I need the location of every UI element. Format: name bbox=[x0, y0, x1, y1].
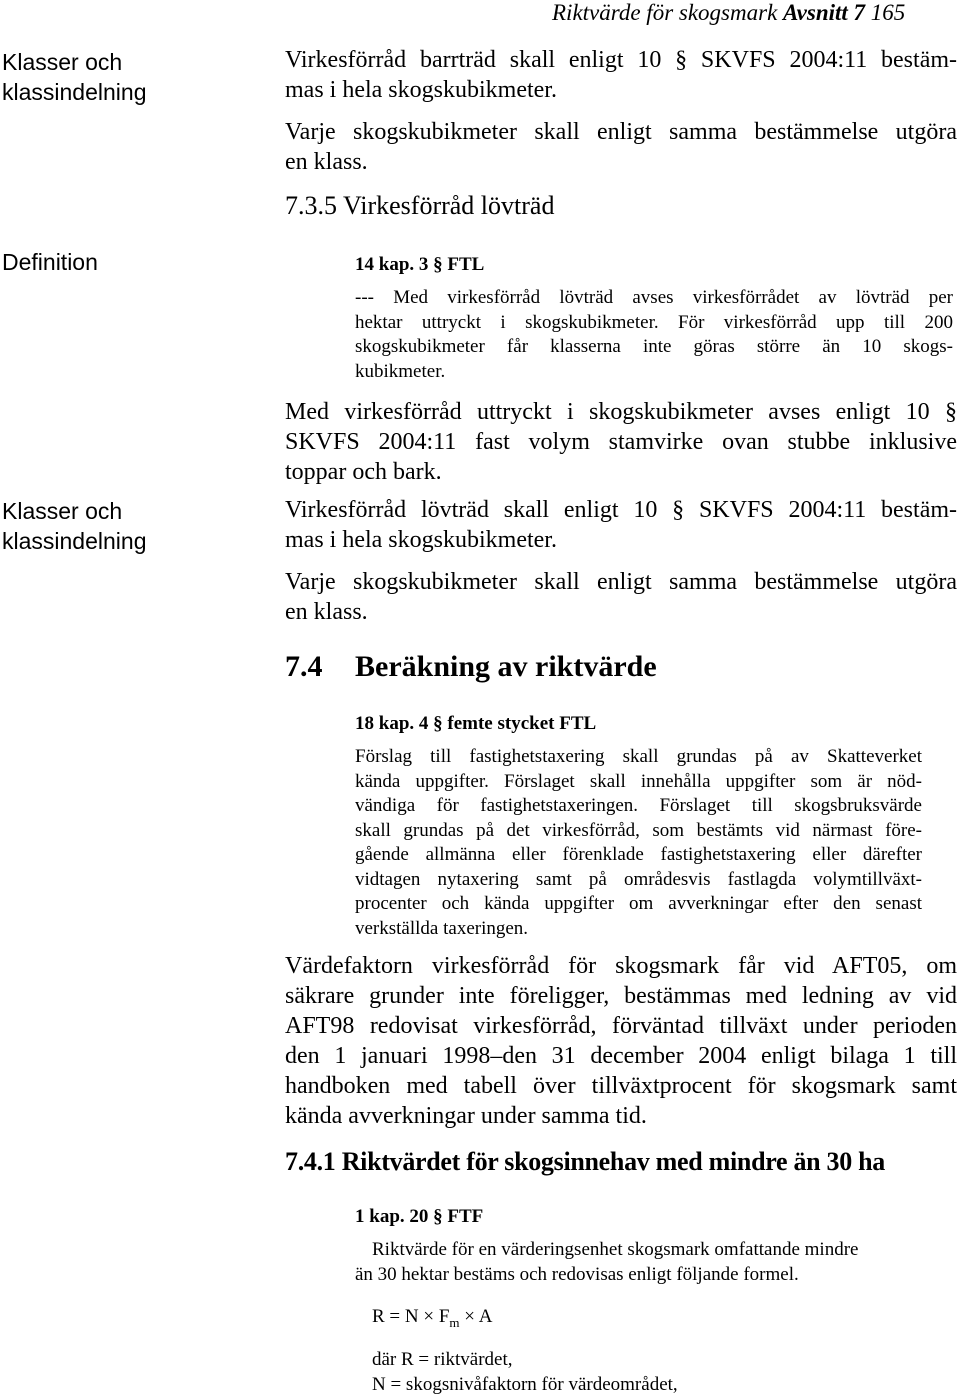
law-reference-1-kap: 1 kap. 20 § FTF bbox=[355, 1206, 484, 1227]
paragraph-vardefaktorn: Värdefaktorn virkesförråd för skogsmark får vid AFT05, om säkrare grunder inte föreligger, bestämmas med ledning av vid AFT98 redovisat virkesförråd, förväntad tillväxt under perioden den 1 januari 1998–den 31 december 2004 enligt bilaga 1 till handboken med tabell över tillväxtprocent för skogsmark samt kända avverkningar under samma tid. bbox=[285, 953, 957, 1129]
law-reference-14-kap: 14 kap. 3 § FTL bbox=[355, 254, 485, 275]
heading-7-4-title: Beräkning av riktvärde bbox=[355, 650, 657, 683]
paragraph-klass: Varje skogskubikmeter skall enligt samma bestämmelse utgöra en klass. bbox=[285, 119, 957, 175]
heading-7-4-number: 7.4 bbox=[285, 650, 323, 683]
formula-legend: där R = riktvärdet, N = skogsnivåfaktorn för värdeområdet, bbox=[372, 1349, 678, 1395]
paragraph-definition: Med virkesförråd uttryckt i skogskubikmeter avses enligt 10 § SKVFS 2004:11 fast volym stamvirke ovan stubbe inklusive toppar och bark. bbox=[285, 399, 957, 485]
heading-7-3-5: 7.3.5 Virkesförråd lövträd bbox=[285, 191, 555, 220]
law-quote-riktvarde: Riktvärde för en värderingsenhet skogsmark omfattande mindre än 30 hektar bestäms och redovisas enligt följande formel. bbox=[355, 1239, 859, 1285]
header-section: Avsnitt 7 bbox=[783, 0, 866, 25]
formula bbox=[372, 1305, 492, 1335]
side-label-classes: Klasser och klassindelning bbox=[2, 49, 147, 105]
paragraph-virkesforrad-lovtrad: Virkesförråd lövträd skall enligt 10 § SKVFS 2004:11 bestäm- mas i hela skogskubikmeter. bbox=[285, 497, 957, 553]
side-label-definition: Definition bbox=[2, 249, 98, 275]
formula-lhs: R = N bbox=[372, 1306, 419, 1327]
formula-factor: F bbox=[438, 1306, 450, 1327]
side-label-classes-2: Klasser och klassindelning bbox=[2, 498, 147, 554]
paragraph-klass-2: Varje skogskubikmeter skall enligt samma bestämmelse utgöra en klass. bbox=[285, 569, 957, 625]
heading-7-4-1: 7.4.1 Riktvärdet för skogsinnehav med mindre än 30 ha bbox=[285, 1147, 885, 1176]
law-quote-taxering: Förslag till fastighetstaxering skall grundas på av Skatteverket kända uppgifter. Förslaget skall innehålla uppgifter som är nöd- vändiga för fastighetstaxeringen. Förslaget till skogsbruksvärde skall grundas på det virkesförråd, som bestämts vid närmast före- gående allmänna eller förenklade fastighetstaxering eller därefter vidtagen nytaxering samt på områdesvis fastlagda volymtillväxt- procenter och kända uppgifter om avverkningar efter den senast verkställda taxeringen. bbox=[355, 746, 922, 939]
times-operator: × bbox=[423, 1306, 439, 1327]
times-operator: × bbox=[464, 1306, 479, 1327]
law-reference-18-kap: 18 kap. 4 § femte stycket FTL bbox=[355, 713, 597, 734]
header-title: Riktvärde för skogsmark bbox=[552, 0, 778, 25]
formula-subscript: m bbox=[449, 1314, 460, 1330]
formula-area: A bbox=[478, 1306, 493, 1327]
law-quote-definition: --- Med virkesförråd lövträd avses virkesförrådet av lövträd per hektar uttryckt i skogskubikmeter. För virkesförråd upp till 200 skogskubikmeter får klasserna inte göras större än 10 skogs- kubikmeter. bbox=[355, 287, 953, 382]
paragraph-virkesforrad-barrtrad: Virkesförråd barrträd skall enligt 10 § SKVFS 2004:11 bestäm- mas i hela skogskubikmeter. bbox=[285, 47, 957, 103]
running-header bbox=[552, 0, 905, 26]
header-page-number: 165 bbox=[870, 0, 906, 25]
